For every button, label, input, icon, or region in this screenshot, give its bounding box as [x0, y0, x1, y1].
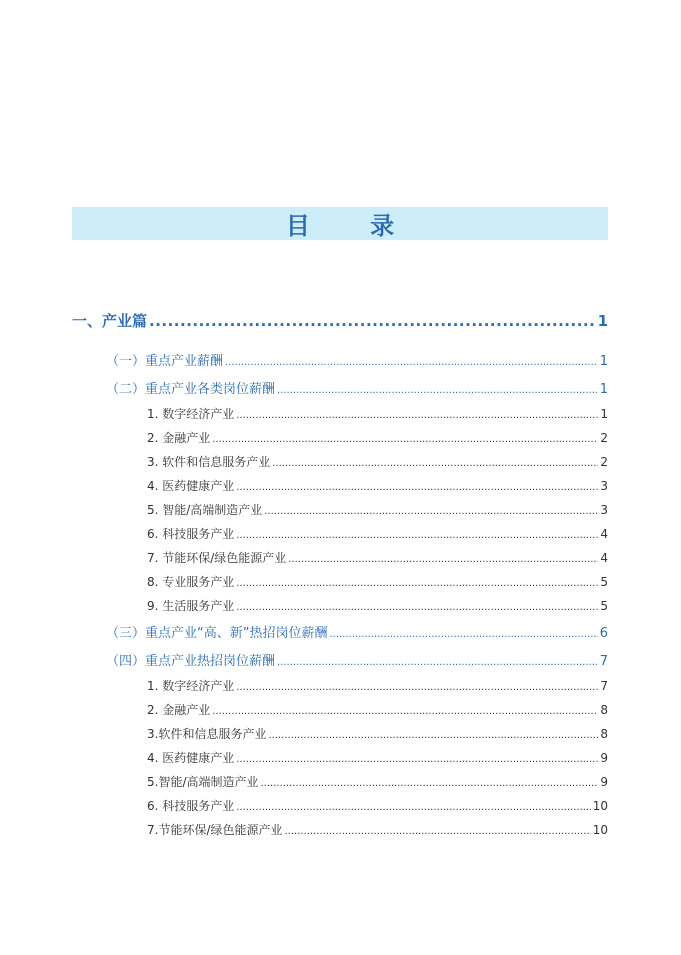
toc-entry-1-4[interactable]	[106, 650, 608, 669]
toc-entry-1-4-7[interactable]	[147, 821, 608, 838]
toc-entry-label: 9. 生活服务产业	[147, 599, 235, 613]
toc-title-bar	[72, 207, 608, 240]
toc-page-number: 9	[600, 751, 608, 765]
toc-page-number: 1	[597, 312, 608, 330]
toc-title: 目 录	[285, 212, 421, 240]
toc-entry-label: 1. 数字经济产业	[147, 679, 235, 693]
toc-entry-section-1[interactable]	[72, 310, 608, 331]
toc-entry-1-4-5[interactable]	[147, 773, 608, 790]
toc-entry-label: 2. 金融产业	[147, 431, 211, 445]
toc-page-number: 7	[599, 654, 608, 669]
toc-leader-dots	[277, 657, 598, 668]
toc-leader-dots	[236, 410, 598, 421]
toc-entry-label: （二）重点产业各类岗位薪酬	[106, 382, 276, 397]
toc-leader-dots	[268, 730, 598, 741]
toc-entry-label: （四）重点产业热招岗位薪酬	[106, 654, 276, 669]
toc-leader-dots	[277, 385, 598, 396]
toc-entry-1-4-6[interactable]	[147, 797, 608, 814]
toc-entry-label: 6. 科技服务产业	[147, 527, 235, 541]
toc-entry-1-2-9[interactable]	[147, 597, 608, 614]
toc-entry-1-2-3[interactable]	[147, 453, 608, 470]
toc-leader-dots	[264, 506, 598, 517]
toc-leader-dots	[272, 458, 598, 469]
toc-entry-label: （三）重点产业“高、新”热招岗位薪酬	[106, 626, 328, 641]
toc-leader-dots	[236, 602, 598, 613]
toc-page-number: 6	[599, 626, 608, 641]
toc-leader-dots	[288, 554, 598, 565]
toc-page-number: 1	[599, 382, 608, 397]
toc-entry-label: 4. 医药健康产业	[147, 479, 235, 493]
toc-entry-label: 一、产业篇	[72, 312, 148, 330]
toc-entry-1-2[interactable]	[106, 378, 608, 397]
toc-entry-label: （一）重点产业薪酬	[106, 354, 224, 369]
toc-leader-dots	[236, 754, 598, 765]
toc-leader-dots	[149, 312, 596, 330]
toc-entry-label: 5.智能/高端制造产业	[147, 775, 259, 789]
toc-entry-label: 7. 节能环保/绿色能源产业	[147, 551, 287, 565]
toc-entry-label: 8. 专业服务产业	[147, 575, 235, 589]
toc-leader-dots	[236, 530, 598, 541]
toc-page-number: 7	[600, 679, 608, 693]
toc-entry-1-2-6[interactable]	[147, 525, 608, 542]
toc-entry-1-2-5[interactable]	[147, 501, 608, 518]
toc-leader-dots	[225, 357, 598, 368]
toc-page-number: 1	[599, 354, 608, 369]
toc-leader-dots	[212, 434, 598, 445]
toc-entry-label: 7.节能环保/绿色能源产业	[147, 823, 283, 837]
toc-page-number: 10	[592, 823, 608, 837]
toc-entry-1-1[interactable]	[106, 350, 608, 369]
toc-entry-1-4-4[interactable]	[147, 749, 608, 766]
toc-page-number: 8	[600, 703, 608, 717]
toc-entry-1-2-2[interactable]	[147, 429, 608, 446]
toc-leader-dots	[236, 682, 598, 693]
toc-page-number: 10	[592, 799, 608, 813]
toc-entry-label: 6. 科技服务产业	[147, 799, 235, 813]
toc-page-number: 8	[600, 727, 608, 741]
toc-entry-1-3[interactable]	[106, 622, 608, 641]
toc-page-number: 5	[600, 599, 608, 613]
toc-page-number: 5	[600, 575, 608, 589]
toc-entry-label: 2. 金融产业	[147, 703, 211, 717]
toc-entry-1-4-2[interactable]	[147, 701, 608, 718]
toc-entry-1-4-1[interactable]	[147, 677, 608, 694]
toc-entry-label: 1. 数字经济产业	[147, 407, 235, 421]
toc-page-number: 1	[600, 407, 608, 421]
toc-entry-1-2-4[interactable]	[147, 477, 608, 494]
toc-leader-dots	[236, 802, 590, 813]
toc-leader-dots	[285, 826, 591, 837]
toc-entry-label: 4. 医药健康产业	[147, 751, 235, 765]
toc-leader-dots	[212, 706, 598, 717]
toc-leader-dots	[236, 578, 598, 589]
toc-page-number: 4	[600, 551, 608, 565]
toc-entry-label: 3. 软件和信息服务产业	[147, 455, 271, 469]
toc-entry-1-2-7[interactable]	[147, 549, 608, 566]
toc-leader-dots	[329, 629, 597, 640]
toc-entry-label: 5. 智能/高端制造产业	[147, 503, 263, 517]
toc-page-number: 3	[600, 479, 608, 493]
toc-entry-1-4-3[interactable]	[147, 725, 608, 742]
toc-leader-dots	[236, 482, 598, 493]
toc-page-number: 9	[600, 775, 608, 789]
toc-entry-label: 3.软件和信息服务产业	[147, 727, 267, 741]
toc-page-number: 2	[600, 455, 608, 469]
toc-page-number: 2	[600, 431, 608, 445]
toc-entry-1-2-1[interactable]	[147, 405, 608, 422]
toc-page-number: 4	[600, 527, 608, 541]
toc-entry-1-2-8[interactable]	[147, 573, 608, 590]
toc-page-number: 3	[600, 503, 608, 517]
toc-leader-dots	[261, 778, 599, 789]
